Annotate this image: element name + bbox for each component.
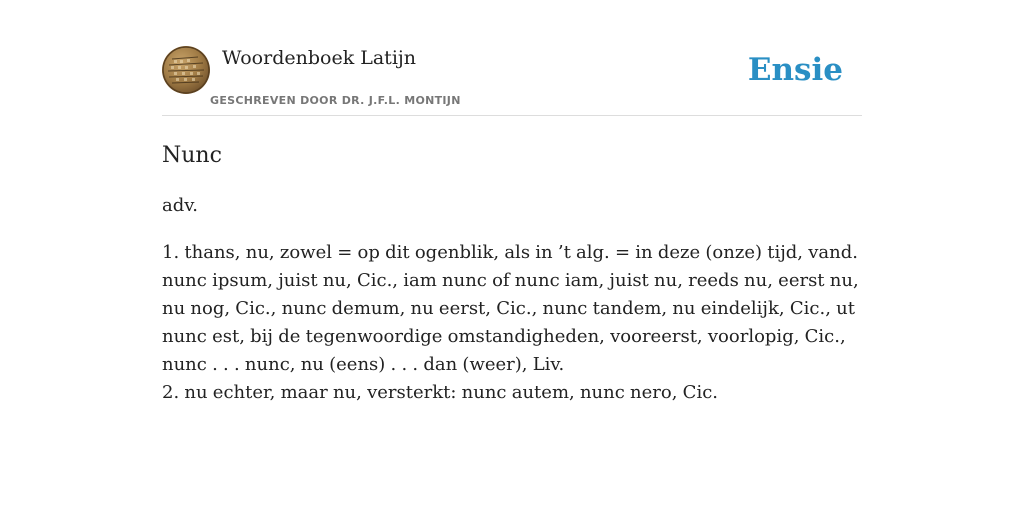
definition-sense: 2. nu echter, maar nu, versterkt: nunc autem, nunc nero, Cic. [162,382,718,403]
ensie-brand-link[interactable]: Ensie [747,52,843,88]
entry-headword: Nunc [162,143,222,168]
page [162,0,862,407]
definition-body [162,239,862,407]
header [162,46,862,116]
latin-inscription-coin-icon[interactable] [162,46,210,94]
author-subtitle: GESCHREVEN DOOR DR. J.F.L. MONTIJN [210,94,461,107]
dictionary-title[interactable]: Woordenboek Latijn [222,47,417,69]
definition-sense: 1. thans, nu, zowel = op dit ogenblik, als in ’t alg. = in deze (onze) tijd, vand. nunc ipsum, juist nu, Cic., iam nunc of nunc iam, juist nu, reeds nu, eerst nu, nu nog, Cic., nunc demum, nu eerst, Cic., nunc tandem, nu eindelijk, Cic., ut nunc est, bij de tegenwoordige omstandigheden, vooreerst, voorlopig, Cic., nunc . . . nunc, nu (eens) . . . dan (weer), Liv. [162,242,859,375]
part-of-speech: adv. [162,195,199,216]
